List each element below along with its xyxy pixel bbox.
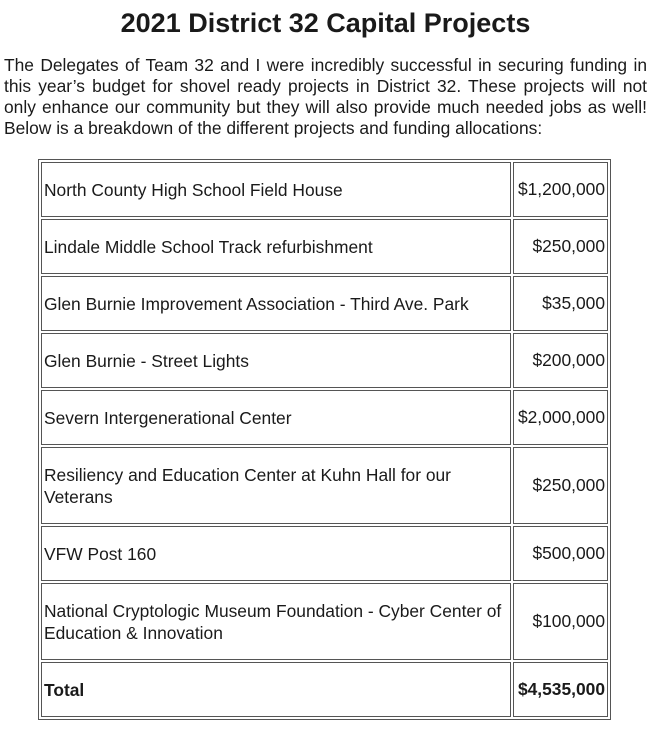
project-amount: $100,000: [513, 583, 608, 660]
project-amount: $500,000: [513, 526, 608, 581]
project-amount: $250,000: [513, 219, 608, 274]
table-row: [41, 333, 608, 388]
project-amount: $250,000: [513, 447, 608, 524]
project-name: Severn Intergenerational Center: [41, 390, 511, 445]
project-name: North County High School Field House: [41, 162, 511, 217]
table-row: [41, 276, 608, 331]
project-name: National Cryptologic Museum Foundation - Cyber Center of Education & Innovation: [41, 583, 511, 660]
table-row: [41, 447, 608, 524]
projects-table: [38, 159, 611, 720]
project-name: Glen Burnie - Street Lights: [41, 333, 511, 388]
project-amount: $200,000: [513, 333, 608, 388]
table-row: [41, 526, 608, 581]
table-row: [41, 583, 608, 660]
table-row: [41, 219, 608, 274]
table-row: [41, 162, 608, 217]
project-amount: $2,000,000: [513, 390, 608, 445]
total-amount: $4,535,000: [513, 662, 608, 717]
project-name: Resiliency and Education Center at Kuhn Hall for our Veterans: [41, 447, 511, 524]
page-title: 2021 District 32 Capital Projects: [120, 8, 531, 38]
project-amount: $1,200,000: [513, 162, 608, 217]
project-name: VFW Post 160: [41, 526, 511, 581]
intro-paragraph: The Delegates of Team 32 and I were incredibly successful in securing funding in this year’s budget for shovel ready projects in District 32. These projects will not only enhance our community but they will also provide much needed jobs as well! Below is a breakdown of the different projects and funding allocations:: [4, 55, 647, 138]
project-name: Lindale Middle School Track refurbishment: [41, 219, 511, 274]
table-row: [41, 390, 608, 445]
project-name: Glen Burnie Improvement Association - Third Ave. Park: [41, 276, 511, 331]
total-row: [41, 662, 608, 717]
project-amount: $35,000: [513, 276, 608, 331]
total-label: Total: [41, 662, 511, 717]
